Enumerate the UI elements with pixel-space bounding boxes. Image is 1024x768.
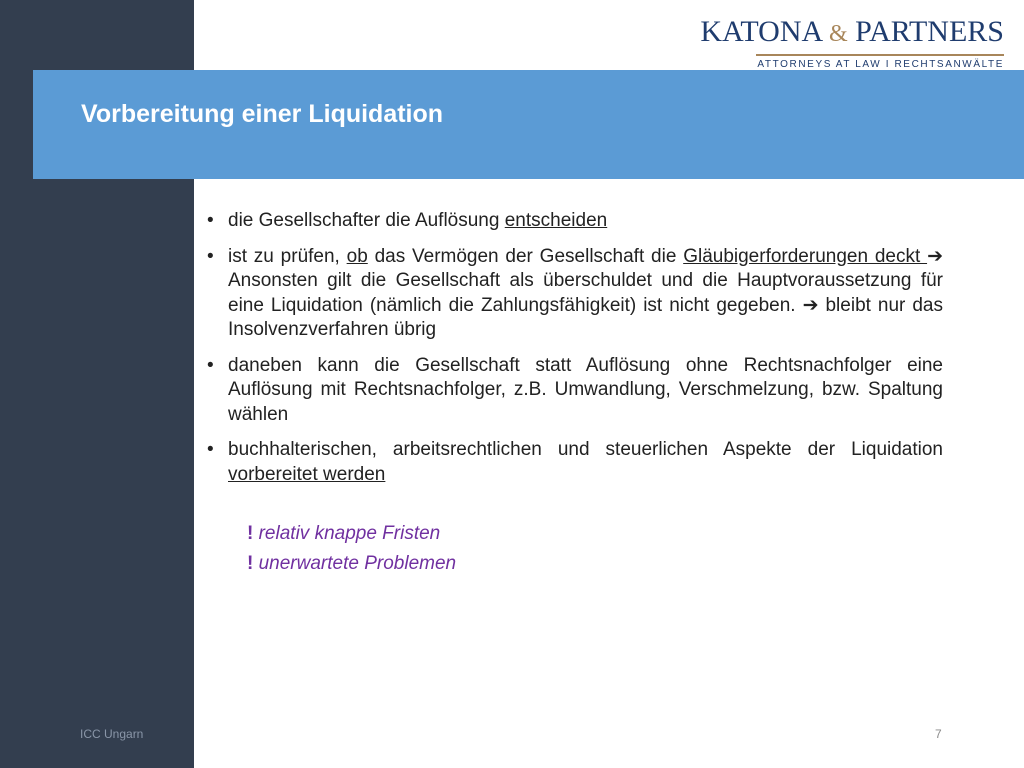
underlined-text: entscheiden bbox=[504, 210, 608, 231]
arrow-right-icon: ➔ bbox=[927, 245, 943, 267]
bullet-text bbox=[228, 245, 943, 343]
note-text: unerwartete Problemen bbox=[253, 553, 457, 574]
logo-ampersand: & bbox=[829, 21, 848, 47]
underlined-text: Gläubigerforderungen deckt bbox=[683, 245, 928, 267]
bullet-text-part: bleibt nur das Insolvenzverfahren übrig bbox=[228, 294, 943, 340]
bullet-text-part: die Gesellschafter die Auflösung bbox=[228, 210, 505, 231]
bullet-marker: • bbox=[207, 245, 214, 267]
underlined-text: ob bbox=[346, 245, 368, 267]
slide-title: Vorbereitung einer Liquidation bbox=[81, 100, 444, 128]
bullet-marker: • bbox=[207, 439, 214, 460]
bullet-item bbox=[207, 245, 943, 343]
bullet-marker: • bbox=[207, 210, 214, 231]
notes-block bbox=[207, 519, 943, 579]
bullet-text bbox=[228, 209, 943, 234]
bullet-text bbox=[228, 438, 943, 487]
bullet-text-part: buchhalterischen, arbeitsrechtlichen und steuerlichen Aspekte der Liquidation bbox=[228, 439, 943, 460]
logo-wordmark bbox=[700, 16, 1004, 50]
bullet-item bbox=[207, 209, 943, 234]
bullet-item bbox=[207, 438, 943, 487]
bullet-marker: • bbox=[207, 354, 214, 376]
slide-content bbox=[207, 209, 943, 579]
footer-label: ICC Ungarn bbox=[80, 727, 144, 741]
logo-subtitle: ATTORNEYS AT LAW I RECHTSANWÄLTE bbox=[757, 59, 1004, 70]
company-logo bbox=[700, 16, 1004, 70]
note-item bbox=[247, 549, 943, 579]
exclamation-mark: ! bbox=[247, 553, 254, 574]
exclamation-mark: ! bbox=[247, 523, 254, 544]
note-item bbox=[247, 519, 943, 549]
bullet-text: daneben kann die Gesellschaft statt Auflösung ohne Rechtsnachfolger eine Auflösung mit Rechtsnachfolger, z.B. Umwandlung, Verschmelzung, bzw. Spaltung wählen bbox=[228, 354, 943, 425]
bullet-text-part: das Vermögen der Gesellschaft die bbox=[367, 245, 684, 267]
logo-name-right: PARTNERS bbox=[855, 15, 1004, 48]
bullet-text-part: ist zu prüfen, bbox=[228, 245, 347, 267]
note-text: relativ knappe Fristen bbox=[253, 523, 441, 544]
underlined-text: vorbereitet werden bbox=[228, 463, 386, 485]
logo-name-left: KATONA bbox=[700, 15, 822, 48]
arrow-right-icon: ➔ bbox=[802, 294, 819, 316]
title-banner bbox=[33, 70, 1024, 179]
logo-divider bbox=[756, 54, 1004, 56]
bullet-item bbox=[207, 354, 943, 428]
bullet-text-part: Ansonsten gilt die Gesellschaft als überschuldet und die Hauptvoraussetzung für eine Liquidation (nämlich die Zahlungsfähigkeit) ist nicht gegeben. bbox=[228, 270, 943, 316]
page-number: 7 bbox=[935, 727, 942, 741]
